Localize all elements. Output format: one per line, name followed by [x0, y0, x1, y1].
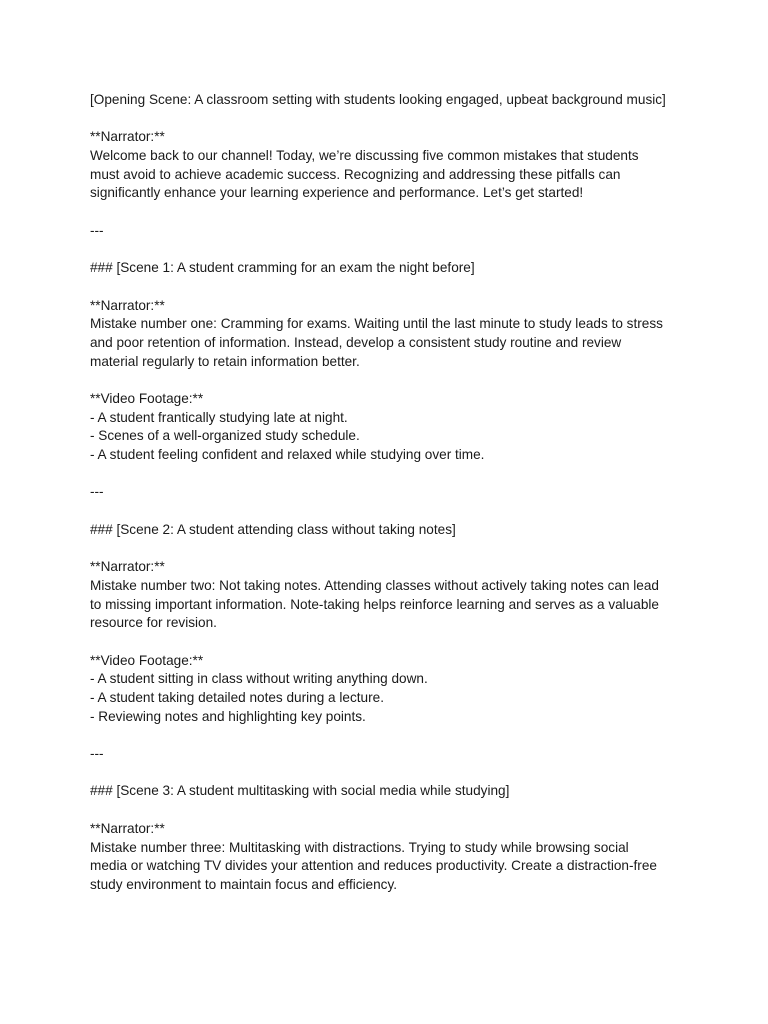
- blank-line: [90, 633, 690, 652]
- footage-item: - A student feeling confident and relaxed while studying over time.: [90, 447, 485, 463]
- blank-line: [90, 502, 690, 521]
- intro-line: significantly enhance your learning experience and performance. Let’s get started!: [90, 185, 584, 201]
- separator: ---: [90, 746, 104, 762]
- narration-line: study environment to maintain focus and efficiency.: [90, 876, 398, 892]
- narrator-label: **Narrator:**: [90, 559, 165, 575]
- scene-heading: ### [Scene 3: A student multitasking with social media while studying]: [90, 783, 510, 799]
- separator: ---: [90, 222, 104, 238]
- intro-line: must avoid to achieve academic success. Recognizing and addressing these pitfalls can: [90, 166, 621, 182]
- narration-line: Mistake number two: Not taking notes. Attending classes without actively taking notes can lead: [90, 577, 659, 593]
- narration-line: and poor retention of information. Instead, develop a consistent study routine and review: [90, 334, 622, 350]
- separator: ---: [90, 484, 104, 500]
- blank-line: [90, 764, 690, 783]
- intro-line: Welcome back to our channel! Today, we’re discussing five common mistakes that students: [90, 148, 639, 164]
- blank-line: [90, 203, 690, 222]
- footage-label: **Video Footage:**: [90, 652, 204, 668]
- blank-line: [90, 726, 690, 745]
- narrator-label: **Narrator:**: [90, 297, 165, 313]
- footage-item: - A student frantically studying late at night.: [90, 409, 348, 425]
- narration-line: material regularly to retain information better.: [90, 353, 360, 369]
- document-body: [90, 91, 690, 895]
- footage-item: - A student taking detailed notes during a lecture.: [90, 690, 384, 705]
- blank-line: [90, 278, 690, 297]
- scene-heading: ### [Scene 1: A student cramming for an exam the night before]: [90, 260, 475, 276]
- narration-line: media or watching TV divides your attention and reduces productivity. Create a distraction-free: [90, 858, 657, 874]
- scene-heading: ### [Scene 2: A student attending class without taking notes]: [90, 521, 456, 537]
- footage-item: - Reviewing notes and highlighting key points.: [90, 708, 366, 724]
- narration-line: to missing important information. Note-taking helps reinforce learning and serves as a valuable: [90, 596, 659, 612]
- narration-line: Mistake number three: Multitasking with distractions. Trying to study while browsing social: [90, 839, 629, 855]
- footage-label: **Video Footage:**: [90, 391, 204, 406]
- blank-line: [90, 110, 690, 129]
- narration-line: resource for revision.: [90, 615, 217, 631]
- narrator-label: **Narrator:**: [90, 820, 165, 836]
- blank-line: [90, 465, 690, 484]
- footage-item: - A student sitting in class without writing anything down.: [90, 671, 428, 687]
- narration-line: Mistake number one: Cramming for exams. Waiting until the last minute to study leads to stress: [90, 316, 663, 332]
- blank-line: [90, 801, 690, 820]
- footage-item: - Scenes of a well-organized study schedule.: [90, 428, 360, 444]
- blank-line: [90, 241, 690, 260]
- intro-narrator-label: **Narrator:**: [90, 129, 165, 145]
- blank-line: [90, 371, 690, 390]
- opening-scene: [Opening Scene: A classroom setting with students looking engaged, upbeat background music]: [90, 92, 666, 107]
- blank-line: [90, 540, 690, 559]
